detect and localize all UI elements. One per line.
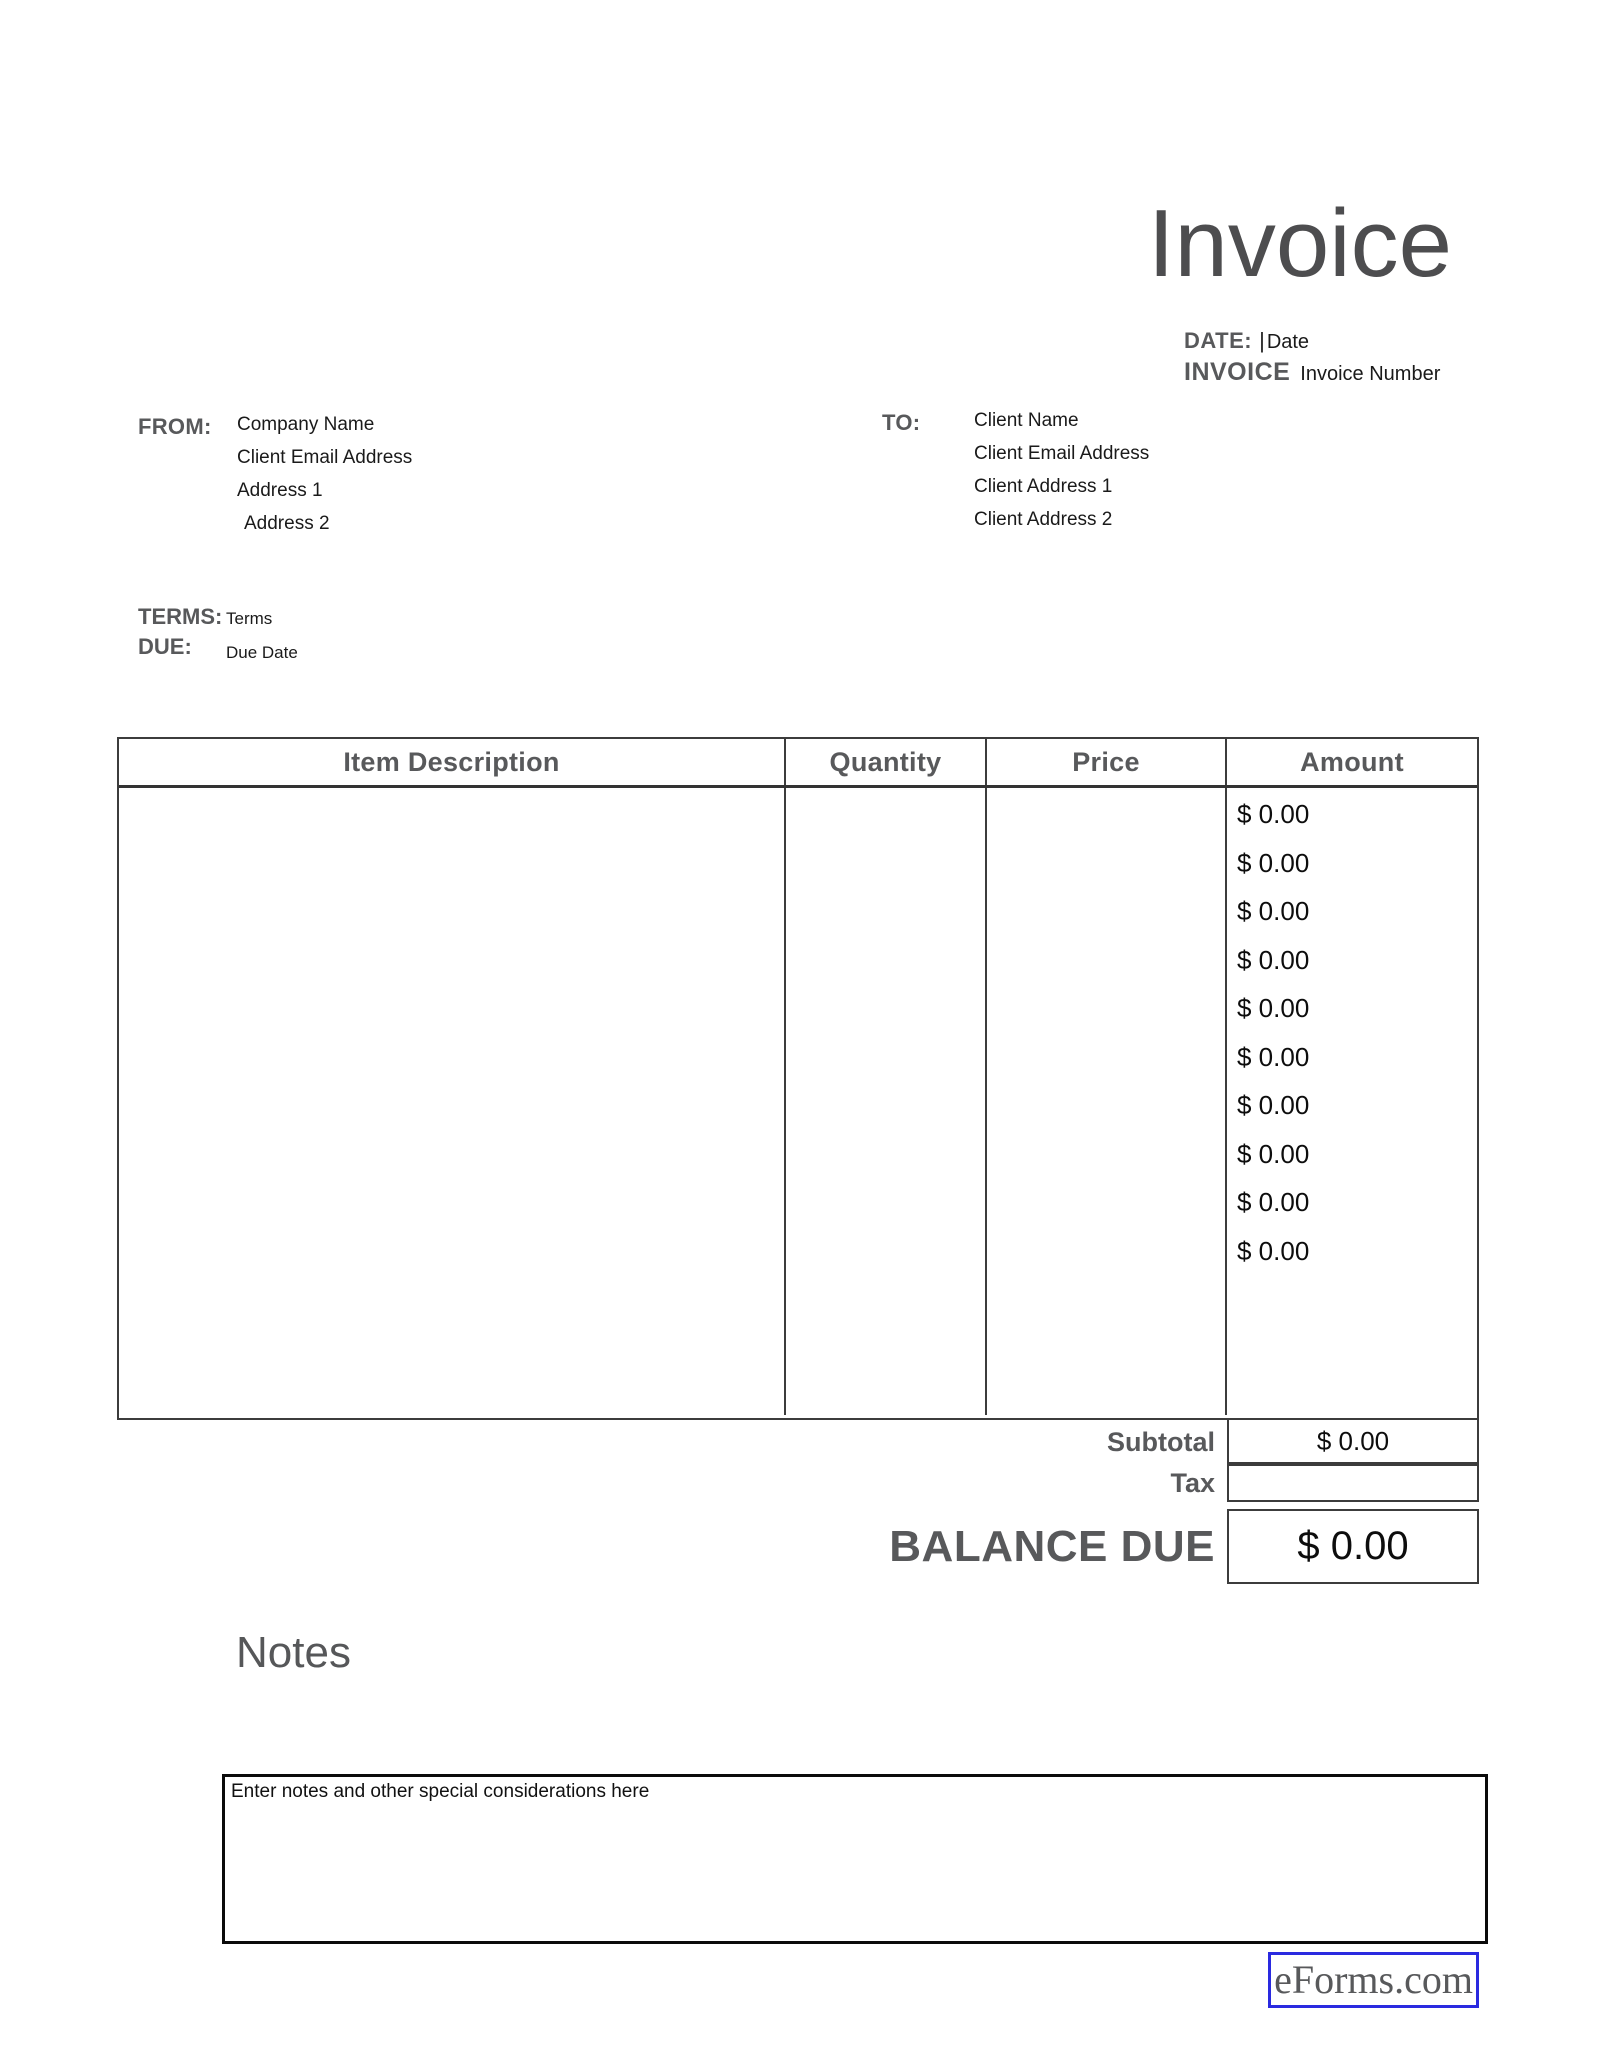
amount-cell[interactable]: $ 0.00 — [1237, 1090, 1310, 1120]
amount-cell[interactable]: $ 0.00 — [1237, 799, 1310, 829]
notes-heading: Notes — [236, 1628, 351, 1677]
quantity-cell[interactable] — [784, 788, 985, 1415]
to-address1-field[interactable]: Client Address 1 — [974, 476, 1113, 497]
invoice-number-label: INVOICE — [1184, 358, 1291, 386]
balance-due-value-box[interactable]: $ 0.00 — [1227, 1509, 1479, 1584]
amount-column — [1225, 788, 1477, 1415]
price-cell[interactable] — [985, 788, 1225, 1415]
amount-cell[interactable]: $ 0.00 — [1237, 1235, 1310, 1266]
to-client-name-field[interactable]: Client Name — [974, 410, 1079, 431]
date-label: DATE: — [1184, 328, 1253, 353]
terms-field[interactable]: Terms — [226, 609, 273, 628]
invoice-number-field[interactable]: Invoice Number — [1300, 363, 1441, 385]
column-header-amount: Amount — [1225, 739, 1477, 785]
from-address1-field[interactable]: Address 1 — [237, 480, 323, 501]
from-email-field[interactable]: Client Email Address — [237, 447, 413, 468]
page-title: Invoice — [1147, 190, 1452, 297]
eforms-brand-text: eForms.com — [1274, 1957, 1473, 2002]
terms-label: TERMS: — [138, 604, 223, 629]
to-block — [974, 404, 1149, 536]
invoice-number-row — [1184, 358, 1440, 387]
to-address2-field[interactable]: Client Address 2 — [974, 509, 1113, 530]
amount-cell[interactable]: $ 0.00 — [1237, 1138, 1310, 1169]
eforms-brand-badge[interactable] — [1268, 1952, 1479, 2008]
due-row — [138, 634, 298, 664]
column-header-item-description: Item Description — [343, 746, 560, 777]
subtotal-value-box[interactable]: $ 0.00 — [1227, 1418, 1479, 1464]
from-block — [237, 408, 412, 540]
items-table-header — [119, 739, 1477, 788]
amount-cell[interactable]: $ 0.00 — [1237, 993, 1310, 1023]
items-table — [117, 737, 1479, 1420]
terms-block — [138, 604, 298, 664]
terms-row — [138, 604, 298, 634]
subtotal-label: Subtotal — [1107, 1427, 1215, 1457]
balance-due-label: BALANCE DUE — [889, 1522, 1215, 1571]
from-address2-field[interactable]: Address 2 — [244, 513, 330, 534]
items-table-body — [119, 788, 1477, 1415]
invoice-meta — [1184, 328, 1440, 387]
date-field[interactable]: Date — [1266, 331, 1310, 353]
amount-cell[interactable]: $ 0.00 — [1237, 944, 1310, 975]
from-company-name-field[interactable]: Company Name — [237, 414, 375, 435]
due-date-field[interactable]: Due Date — [226, 643, 298, 662]
date-row — [1184, 328, 1440, 354]
column-header-quantity: Quantity — [784, 739, 985, 785]
amount-cell[interactable]: $ 0.00 — [1237, 896, 1310, 926]
amount-cell[interactable]: $ 0.00 — [1237, 847, 1310, 878]
to-label: TO: — [882, 410, 921, 435]
amount-cell[interactable]: $ 0.00 — [1237, 1041, 1310, 1072]
tax-label: Tax — [1170, 1468, 1215, 1498]
notes-input[interactable]: Enter notes and other special considerations here — [222, 1774, 1488, 1944]
from-label: FROM: — [138, 414, 212, 439]
amount-cell[interactable]: $ 0.00 — [1237, 1187, 1310, 1217]
text-cursor: | — [1259, 328, 1265, 353]
tax-value-box[interactable] — [1227, 1464, 1479, 1502]
column-header-price: Price — [985, 739, 1225, 785]
to-email-field[interactable]: Client Email Address — [974, 443, 1150, 464]
due-label: DUE: — [138, 634, 192, 659]
item-description-cell[interactable] — [119, 788, 784, 1415]
